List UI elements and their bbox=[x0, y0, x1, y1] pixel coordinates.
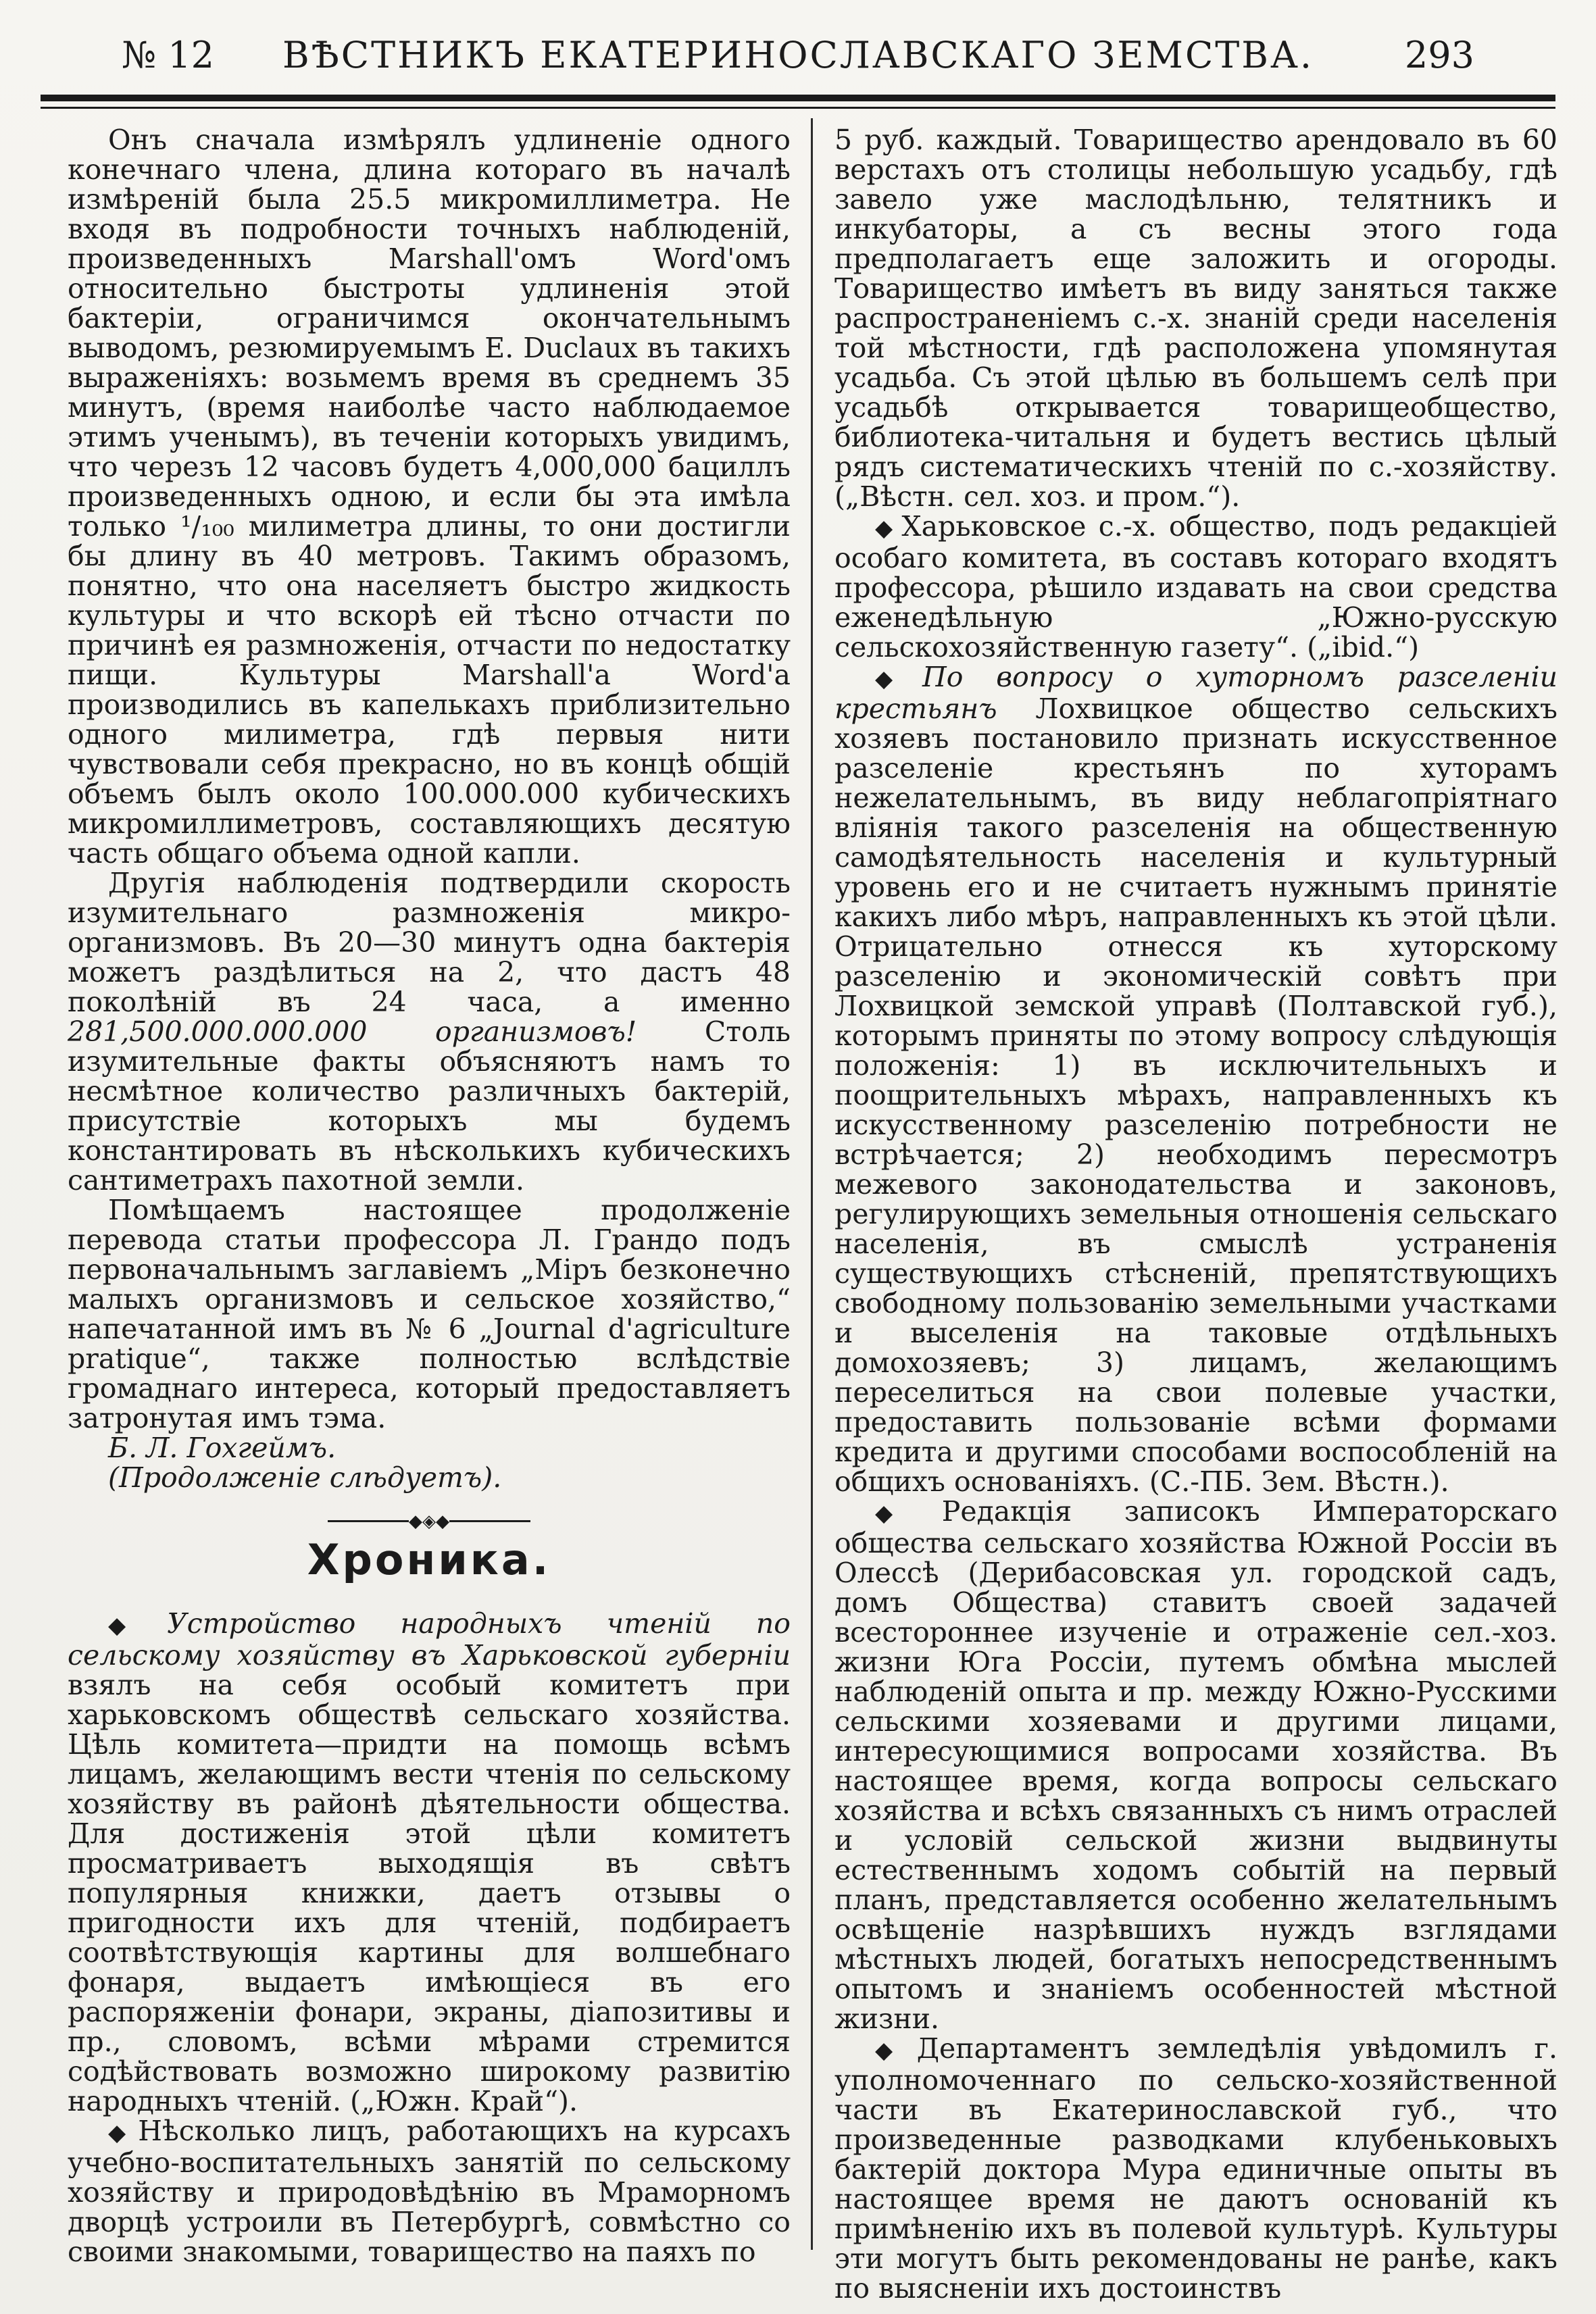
page-number: 293 bbox=[1404, 34, 1474, 76]
paragraph-2-text-a: Другія наблюденія подтвердили скорость изумительнаго размноженія микро-организмовъ. Въ 20—30 минутъ одна бактерія можетъ раздѣлиться на 2, что дастъ 48 поколѣній въ 24 часа, а именно bbox=[68, 867, 791, 1018]
chronicle-item-1-title: Устройство народныхъ чтеній по сельскому хозяйству въ Харьковской губерніи bbox=[68, 1607, 791, 1671]
news-bullet-icon: ◆ bbox=[875, 2037, 912, 2064]
chronicle-item-2-continued bbox=[834, 125, 1557, 511]
header-rule-thin bbox=[41, 107, 1555, 109]
chronicle-item-6-text: Департаментъ земледѣлія увѣдомилъ г. уполномоченнаго по сельско-хозяйственной части въ Екатеринославской губ., что произведенные разводками клубеньковыхъ бактерій доктора Мура единичные опыты въ настоящее время не даютъ основаній къ примѣненію ихъ въ полевой культурѣ. Культуры эти могутъ быть рекомендованы не ранѣе, какъ по выясненіи ихъ достоинствъ bbox=[834, 2032, 1557, 2305]
continuation-note: (Продолженіе слѣдуетъ). bbox=[108, 1461, 502, 1494]
journal-title: ВѢСТНИКЪ ЕКАТЕРИНОСЛАВСКАГО ЗЕМСТВА. bbox=[282, 34, 1314, 76]
page-header bbox=[41, 27, 1555, 81]
left-column bbox=[68, 125, 791, 2267]
chronicle-item-4-text: Лохвицкое общество сельскихъ хозяевъ постановило признать искусственное разселеніе крестьянъ по хуторамъ нежелательнымъ, въ виду неблагопріятнаго вліянія такого разселенія на общественную самодѣятельность населенія и культурный уровень его и не считаетъ нужнымъ принятіе какихъ либо мѣръ, направленныхъ къ этой цѣли. Отрицательно отнесся къ хуторскому разселенію и экономическій совѣтъ при Лохвицкой земской управѣ (Полтавской губ.), которымъ приняты по этому вопросу слѣдующія положенія: 1) въ исключительныхъ и поощрительныхъ мѣрахъ, направленныхъ къ искусственному разселенію потребности не встрѣчается; 2) необходимъ пересмотръ межевого законодательства и законовъ, регулирующихъ земельныя отношенія сельскаго населенія, въ смыслѣ устраненія существующихъ стѣсненій, препятствующихъ свободному пользованію земельными участками и выселенія на таковые отдѣльныхъ домохозяевъ; 3) лицамъ, желающимъ переселиться на свои полевые участки, предоставить пользованіе всѣми формами кредита и другими способами воспособленій на общихъ основаніяхъ. bbox=[834, 693, 1557, 1498]
right-column bbox=[834, 125, 1557, 2303]
issue-number: № 12 bbox=[122, 34, 214, 76]
chronicle-item-4-title: По вопросу о хуторномъ разселеніи крестьянъ bbox=[834, 661, 1557, 725]
chronicle-item-6 bbox=[834, 2034, 1557, 2303]
chronicle-item-3 bbox=[834, 511, 1557, 662]
chronicle-item-5 bbox=[834, 1496, 1557, 2034]
news-bullet-icon: ◆ bbox=[875, 1500, 937, 1527]
chronicle-item-2 bbox=[68, 2116, 791, 2267]
author-signature: Б. Л. Гохгеймъ. bbox=[108, 1432, 336, 1464]
chronicle-item-2-text: Нѣсколько лицъ, работающихъ на курсахъ учебно-воспитательныхъ занятій по сельскому хозяйству и природовѣдѣнію въ Мраморномъ дворцѣ устроили въ Петербургѣ, совмѣстно со своими знакомыми, товарищество на паяхъ по bbox=[68, 2115, 791, 2268]
news-bullet-icon: ◆ bbox=[108, 1612, 162, 1639]
news-bullet-icon: ◆ bbox=[108, 2119, 133, 2146]
article-paragraph-2 bbox=[68, 868, 791, 1195]
chronicle-item-1 bbox=[68, 1609, 791, 2116]
paragraph-2-text-b: Столь изумительные факты объясняютъ намъ то несмѣтное количество различныхъ бактерій, присутствіе которыхъ мы будемъ константировать въ нѣсколькихъ кубическихъ сантиметрахъ пахотной земли. bbox=[68, 1015, 791, 1197]
chronicle-item-1-text: взялъ на себя особый комитетъ при харьковскомъ обществѣ сельскаго хозяйства. Цѣль комитета—придти на помощь всѣмъ лицамъ, желающимъ вести чтенія по сельскому хозяйству въ районѣ дѣятельности общества. Для достиженія этой цѣли комитетъ просматриваетъ выходящія въ свѣтъ популярныя книжки, даетъ отзывы о пригодности ихъ для чтеній, подбираетъ соотвѣтствующія картины для волшебнаго фонаря, выдаетъ имѣющіеся въ его распоряженіи фонари, экраны, діапозитивы и пр., словомъ, всѣми мѣрами стремится содѣйствовать возможно широкому развитію народныхъ чтеній. bbox=[68, 1669, 791, 2117]
chronicle-item-2-source: („Вѣстн. сел. хоз. и пром.“). bbox=[834, 480, 1241, 513]
organisms-count: 281,500.000.000.000 организмовъ! bbox=[68, 1015, 637, 1048]
chronicle-item-3-text: Харьковское с.-х. общество, подъ редакціей особаго комитета, въ составъ котораго входятъ профессора, рѣшило издавать на свои средства еженедѣльную „Южно-русскую сельскохозяйственную газету“. bbox=[834, 510, 1558, 663]
chronicle-item-5-text: Редакція записокъ Императорскаго общества сельскаго хозяйства Южной Россіи въ Олессѣ (Дерибасовская ул. городской садъ, домъ Общества) ставитъ своей задачей всестороннее изученіе и отраженіе сел.-хоз. жизни Юга Россіи, путемъ обмѣна мыслей наблюденій опыта и пр. между Южно-Русскими сельскими хозяевами и другими лицами, интересующимися вопросами хозяйства. Въ настоящее время, когда вопросы сельскаго хозяйства и всѣхъ связанныхъ съ нимъ отраслей и условій сельской жизни выдвинуты естественнымъ ходомъ событій на первый планъ, представляется особенно желательнымъ освѣщеніе назрѣвшихъ нуждъ взглядами мѣстныхъ людей, богатыхъ непосредственнымъ опытомъ и знаніемъ особенностей мѣстной жизни. bbox=[834, 1495, 1558, 2035]
header-rule-thick bbox=[41, 95, 1555, 101]
ornament-divider-icon: ◆◈◆ bbox=[328, 1511, 530, 1532]
article-paragraph-3: Помѣщаемъ настоящее продолженіе перевода статьи профессора Л. Грандо подъ первоначальнымъ заглавіемъ „Міръ безконечно малыхъ организмовъ и сельское хозяйство,“ напечатанной имъ въ № 6 „Journal d'agriculture pratique“, также полностью вслѣдствіе громаднаго интереса, который предоставляетъ затронутая имъ тэма. bbox=[68, 1194, 791, 1434]
chronicle-item-2-continued-text: 5 руб. каждый. Товарищество арендовало въ 60 верстахъ отъ столицы небольшую усадьбу, гдѣ завело уже маслодѣльню, телятникъ и инкубаторы, а съ весны этого года предполагаетъ еще заложить и огороды. Товарищество имѣетъ въ виду заняться также распространеніемъ с.-х. знаній среди населенія той мѣстности, гдѣ расположена упомянутая усадьба. Съ этой цѣлью въ большемъ селѣ при усадьбѣ открывается товарищеобщество, библиотека-читальня и будетъ вестись цѣлый рядъ систематическихъ чтеній по с.-хозяйству. bbox=[834, 124, 1557, 483]
news-bullet-icon: ◆ bbox=[875, 515, 897, 542]
column-divider bbox=[811, 118, 813, 2250]
chronicle-item-4 bbox=[834, 662, 1557, 1496]
chronicle-item-1-source: („Южн. Край“). bbox=[350, 2085, 578, 2117]
chronicle-item-3-source: („ibid.“) bbox=[1307, 631, 1420, 663]
chronicle-item-4-source: (С.-ПБ. Зем. Вѣстн.). bbox=[1149, 1465, 1449, 1498]
news-bullet-icon: ◆ bbox=[875, 665, 917, 693]
article-paragraph-1: Онъ сначала измѣрялъ удлиненіе одного конечнаго члена, длина котораго въ началѣ измѣреній была 25.5 микромиллиметра. Не входя въ подробности точныхъ наблюденій, произведенныхъ Marshall'омъ Word'омъ относительно быстроты удлиненія этой бактеріи, ограничимся окончательнымъ выводомъ, резюмируемымъ E. Duclaux въ такихъ выраженіяхъ: возьмемъ время въ среднемъ 35 минутъ, (время наиболѣе часто наблюдаемое этимъ ученымъ), въ теченіи которыхъ увидимъ, что черезъ 12 часовъ будетъ 4,000,000 бациллъ произведенныхъ одною, и если бы эта имѣла только ¹/₁₀₀ милиметра длины, то они достигли бы длину въ 40 метровъ. Такимъ образомъ, понятно, что она населяетъ быстро жидкость культуры и что вскорѣ ей тѣсно отчасти по причинѣ ея размноженія, отчасти по недостатку пищи. Культуры Marshall'a Word'a производились въ капелькахъ приблизительно одного милиметра, гдѣ первыя нити чувствовали себя прекрасно, но въ концѣ общій объемъ былъ около 100.000.000 кубическихъ микромиллиметровъ, составляющихъ десятую часть общаго объема одной капли. bbox=[68, 124, 791, 870]
section-heading: Хроника. bbox=[307, 1535, 551, 1584]
